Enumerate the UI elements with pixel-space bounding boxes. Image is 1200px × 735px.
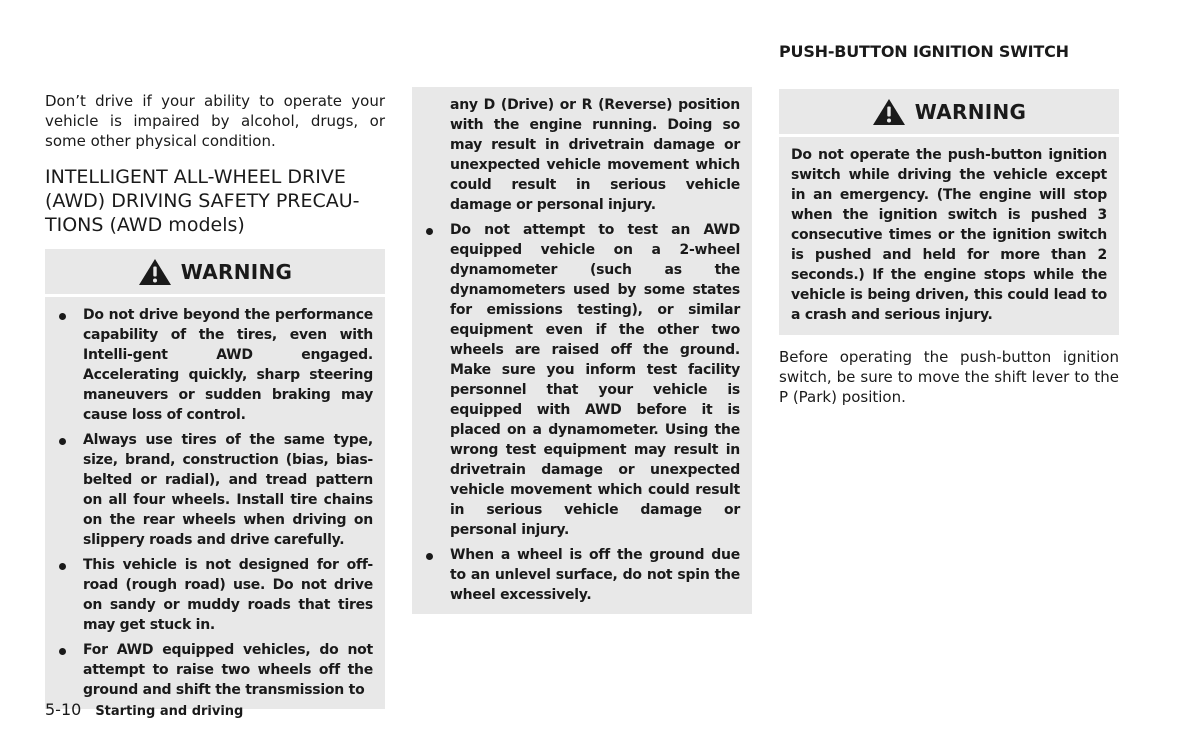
ignition-warning-box [779, 89, 1119, 335]
column-right [779, 40, 1119, 407]
column-left [45, 91, 385, 709]
list-item: For AWD equipped vehicles, do not attempt to raise two wheels off the ground and shift the transmission to [57, 640, 373, 700]
awd-warning-box-continued [412, 87, 752, 614]
warning-header [779, 89, 1119, 137]
list-item: Do not attempt to test an AWD equipped vehicle on a 2-wheel dynamometer (such as the dynamometers used by some states for emissions testing), or similar equipment even if the other two wheels are raised off the ground. Make sure you inform test facility personnel that your vehicle is equipped with AWD before it is placed on a dynamometer. Using the wrong test equipment may result in drivetrain damage or unexpected vehicle movement which could result in serious vehicle damage or personal injury. [424, 220, 740, 540]
awd-warning-list-continued [424, 220, 740, 605]
section-title: PUSH-BUTTON IGNITION SWITCH [779, 42, 1069, 61]
list-item: Always use tires of the same type, size, brand, construction (bias, bias-belted or radial), and tread pattern on all four wheels. Install tire chains on the rear wheels when driving on slippery roads and drive carefully. [57, 430, 373, 550]
awd-section-heading: INTELLIGENT ALL-WHEEL DRIVE (AWD) DRIVING SAFETY PRECAU-TIONS (AWD models) [45, 166, 360, 236]
ignition-warning-text: Do not operate the push-button ignition switch while driving the vehicle except in an emergency. (The engine will stop when the ignition switch is pushed 3 consecutive times or the ignition switch is pushed and held for more than 2 seconds.) If the engine stops while the vehicle is being driven, this could lead to a crash and serious injury. [791, 147, 1107, 323]
continued-text: any D (Drive) or R (Reverse) position with the engine running. Doing so may result in drivetrain damage or unexpected vehicle movement which could result in serious vehicle damage or personal injury. [450, 97, 740, 213]
warning-body [45, 297, 385, 709]
intro-paragraph: Don’t drive if your ability to operate your vehicle is impaired by alcohol, drugs, or some other physical condition. [45, 92, 385, 150]
awd-warning-box [45, 249, 385, 709]
warning-triangle-icon [872, 98, 906, 126]
warning-header [45, 249, 385, 297]
warning-body [779, 137, 1119, 335]
page-footer [45, 700, 243, 719]
chapter-title: Starting and driving [95, 704, 244, 719]
warning-label: WARNING [914, 99, 1027, 124]
awd-warning-list [57, 305, 373, 700]
warning-label: WARNING [180, 259, 293, 284]
page-number: 5-10 [45, 700, 82, 719]
list-item: When a wheel is off the ground due to an unlevel surface, do not spin the wheel excessively. [424, 545, 740, 605]
column-middle [412, 87, 752, 614]
list-item: Do not drive beyond the performance capability of the tires, even with Intelli-gent AWD engaged. Accelerating quickly, sharp steering maneuvers or sudden braking may cause loss of control. [57, 305, 373, 425]
list-item: This vehicle is not designed for off-road (rough road) use. Do not drive on sandy or muddy roads that tires may get stuck in. [57, 555, 373, 635]
warning-triangle-icon [138, 258, 172, 286]
warning-body-continued [412, 87, 752, 614]
ignition-paragraph: Before operating the push-button ignition switch, be sure to move the shift lever to the P (Park) position. [779, 348, 1119, 406]
